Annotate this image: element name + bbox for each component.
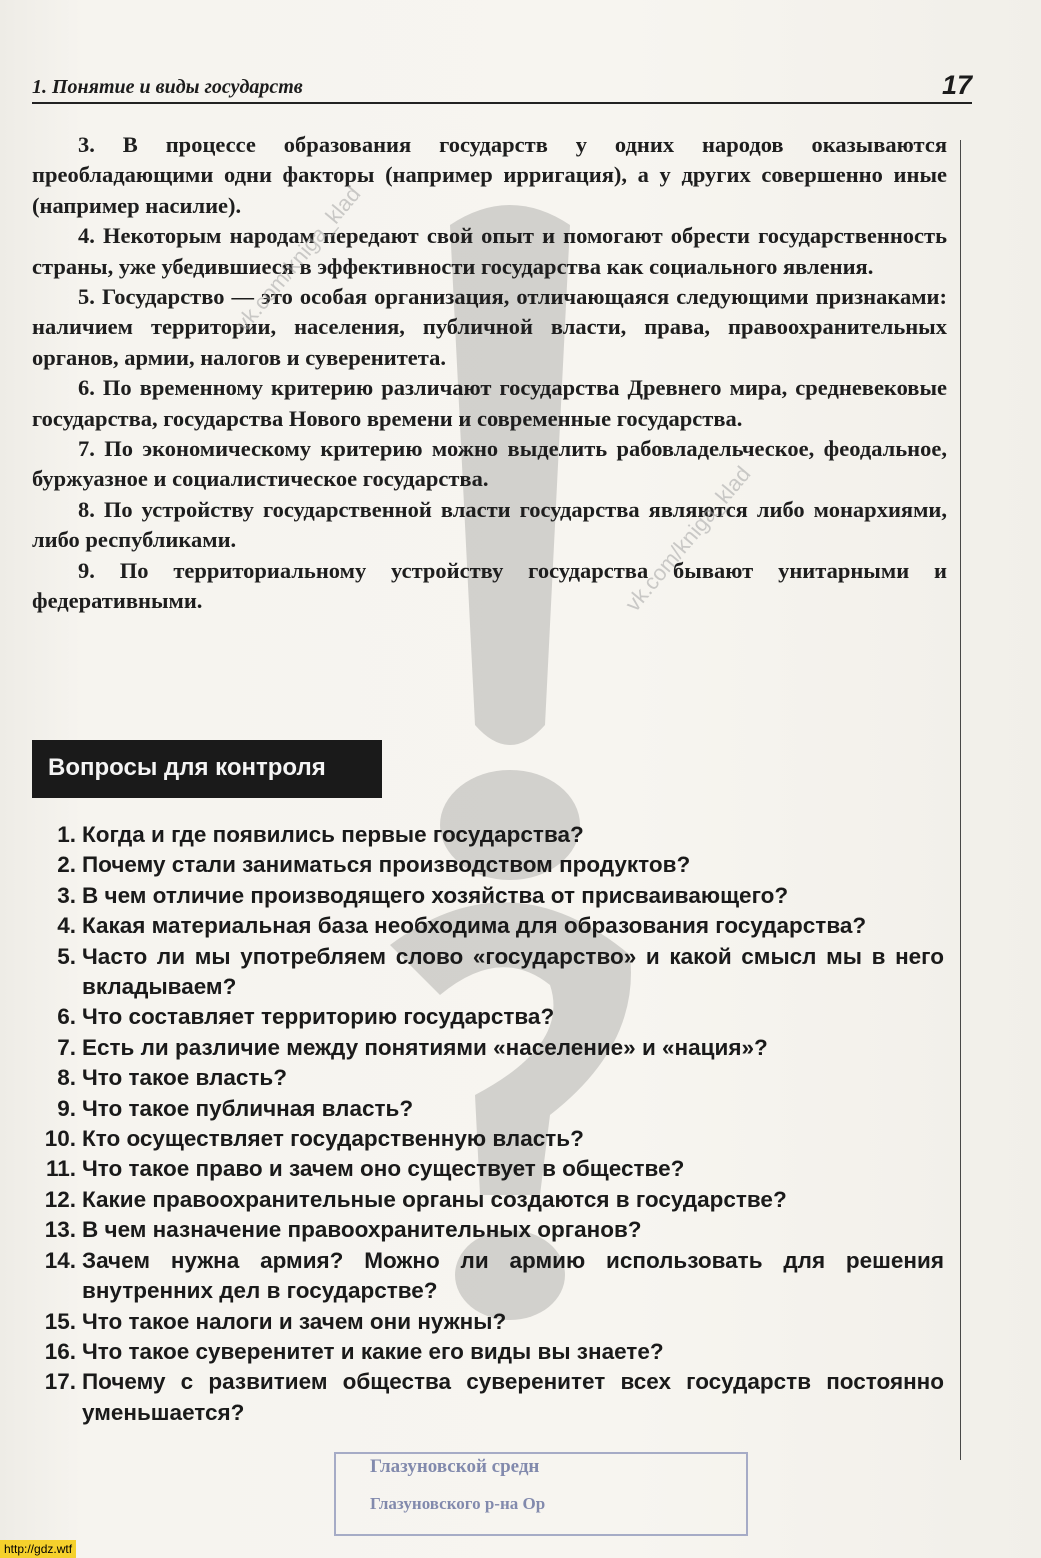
question-text: Кто осуществляет государственную власть? — [82, 1126, 584, 1152]
question-text: Есть ли различие между понятиями «население» и «нация»? — [82, 1034, 768, 1060]
question-number: 15. — [44, 1308, 76, 1334]
chapter-summary — [32, 130, 947, 617]
summary-paragraph: 9. По территориальному устройству государства бывают унитарными и федеративными. — [32, 557, 947, 614]
question-text: Когда и где появились первые государства? — [82, 822, 584, 847]
running-header — [32, 72, 972, 104]
watermark-text: vk.com/kniga_klad — [230, 181, 366, 337]
question-number: 5. — [57, 943, 76, 969]
watermark-text: vk.com/kniga_klad — [620, 461, 756, 617]
question-number: 12. — [44, 1186, 76, 1212]
question-item — [32, 911, 944, 941]
stamp-line: Глазуновской средн — [370, 1456, 540, 1477]
question-text: Что такое налоги и зачем они нужны? — [82, 1308, 507, 1334]
question-text: Часто ли мы употребляем слово «государство» и какой смысл мы в него вкладываем? — [82, 943, 944, 1000]
section-title: Вопросы для контроля — [48, 754, 326, 781]
question-item — [32, 1246, 944, 1307]
question-item — [32, 1033, 944, 1063]
summary-paragraph: 3. В процессе образования государств у одних народов оказываются преобладающими одни факторы (например ирригация), а у других совершенно иные (например насилие). — [32, 132, 947, 218]
summary-paragraph: 6. По временному критерию различают государства Древнего мира, средневековые государства, государства Нового времени и современные государства. — [32, 375, 947, 431]
question-text: Какая материальная база необходима для образования государства? — [82, 913, 867, 939]
question-text: Что такое публичная власть? — [82, 1095, 414, 1121]
question-number: 1. — [57, 822, 76, 847]
source-url-link[interactable]: http://gdz.wtf — [0, 1540, 76, 1558]
library-stamp — [334, 1452, 748, 1536]
summary-paragraph: 5. Государство — это особая организация, отличающаяся следующими признаками: наличием территории, населения, публичной власти, права, правоохранительных органов, армии, налогов и суверенитета. — [32, 284, 947, 370]
question-item — [32, 820, 944, 850]
question-item — [32, 1337, 944, 1367]
question-number: 8. — [57, 1065, 76, 1091]
question-number: 11. — [45, 1156, 76, 1182]
question-item — [32, 1063, 944, 1093]
question-number: 17. — [44, 1369, 76, 1395]
section-heading-bar — [32, 740, 382, 798]
question-text: Что такое право и зачем оно существует в обществе? — [82, 1156, 685, 1182]
question-number: 7. — [57, 1034, 76, 1060]
question-text: Почему стали заниматься производством продуктов? — [82, 852, 691, 878]
question-text: Почему с развитием общества суверенитет всех государств постоянно уменьшается? — [82, 1369, 944, 1425]
page-number: 17 — [941, 70, 972, 100]
control-questions-list — [32, 820, 944, 1428]
question-item — [32, 1367, 944, 1428]
question-item — [32, 1094, 944, 1124]
question-item — [32, 850, 944, 880]
question-text: В чем назначение правоохранительных органов? — [82, 1217, 642, 1243]
summary-paragraph: 4. Некоторым народам передают свой опыт и помогают обрести государственность страны, уже убедившиеся в эффективности государства как социального явления. — [32, 223, 947, 279]
stamp-line: Глазуновского р-на Ор — [370, 1494, 546, 1513]
question-item — [32, 881, 944, 911]
question-item — [32, 1215, 944, 1245]
question-item — [32, 942, 944, 1003]
question-number: 16. — [44, 1338, 76, 1364]
question-number: 9. — [57, 1095, 76, 1121]
question-text: Что такое власть? — [82, 1065, 287, 1091]
question-item — [32, 1002, 944, 1032]
question-item — [32, 1185, 944, 1215]
question-number: 14. — [44, 1247, 76, 1273]
margin-rule — [960, 140, 961, 1460]
question-item — [32, 1307, 944, 1337]
question-text: Что составляет территорию государства? — [82, 1004, 555, 1030]
question-text: Какие правоохранительные органы создаются в государстве? — [82, 1186, 787, 1212]
question-text: Зачем нужна армия? Можно ли армию использовать для решения внутренних дел в государстве? — [82, 1247, 944, 1304]
question-number: 2. — [57, 852, 76, 878]
question-number: 10. — [44, 1126, 76, 1152]
question-number: 13. — [44, 1217, 76, 1243]
question-text: Что такое суверенитет и какие его виды вы знаете? — [82, 1338, 664, 1364]
question-number: 3. — [57, 882, 76, 908]
question-number: 6. — [57, 1004, 76, 1030]
question-item — [32, 1124, 944, 1154]
question-text: В чем отличие производящего хозяйства от присваивающего? — [82, 882, 789, 908]
question-item — [32, 1154, 944, 1184]
question-number: 4. — [57, 913, 76, 939]
chapter-title: 1. Понятие и виды государств — [32, 76, 303, 98]
summary-paragraph: 7. По экономическому критерию можно выделить рабовладельческое, феодальное, буржуазное и социалистическое государства. — [32, 436, 947, 492]
summary-paragraph: 8. По устройству государственной власти государства являются либо монархиями, либо республиками. — [32, 496, 947, 553]
